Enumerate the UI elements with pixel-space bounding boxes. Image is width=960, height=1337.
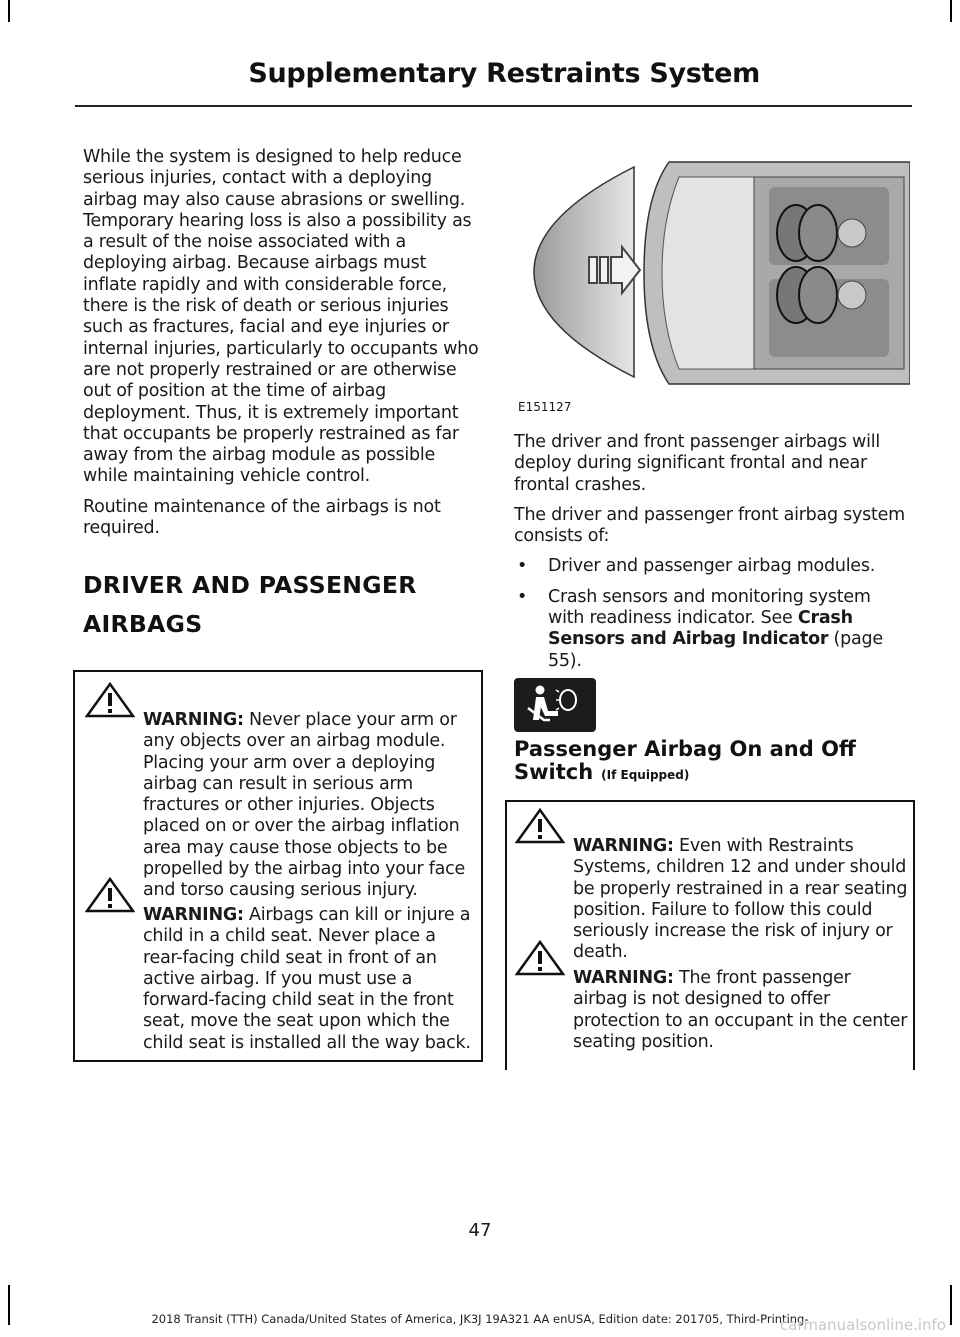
footer-edition-info: 2018 Transit (TTH) Canada/United States of America, JK3J 19A321 AA enUSA, Edition date: 201705, Third-Printing- (151, 1312, 809, 1326)
warning-triangle-icon (85, 877, 135, 913)
crop-mark (950, 0, 952, 22)
warning-text: Airbags can kill or injure a child in a child seat. Never place a rear-facing child seat in front of an active airbag. If you must use a forward-facing child seat in the front seat, move the seat upon which the child seat is installed all the way back. (143, 905, 471, 1053)
warning-triangle-icon (515, 808, 565, 844)
right-column (514, 432, 910, 681)
warning-triangle-icon (515, 940, 565, 976)
list-item-text: Crash sensors and monitoring system with readiness indicator. See (548, 586, 871, 629)
left-column (83, 147, 479, 641)
warning-box-left (73, 670, 483, 1062)
list-item (514, 556, 910, 577)
if-equipped-note: (If Equipped) (601, 768, 690, 782)
warning-children-rear (515, 836, 909, 964)
crop-mark (8, 0, 10, 22)
warning-text: Even with Restraints Systems, children 12 and under should be properly restrained in a rear seating position. Failure to follow this could seriously increase the risk of injury or death. (573, 836, 908, 963)
list-item-text: Driver and passenger airbag modules. (548, 556, 876, 577)
maintenance-paragraph: Routine maintenance of the airbags is not required. (83, 496, 441, 539)
section-heading-line2: AIRBAGS (83, 610, 203, 639)
intro-paragraph: While the system is designed to help reduce serious injuries, contact with a deploying airbag may also cause abrasions or swelling. Temporary hearing loss is also a possibility as a result of the noise associated with a deploying airbag. Because airbags must inflate rapidly and with considerable force, there is the risk of death or serious injuries such as fractures, facial and eye injuries or internal injuries, particularly to occupants who are not properly restrained or are otherwise out of position at the time of airbag deployment. Thus, it is extremely important that occupants be properly restrained as far away from the airbag module as possible while maintaining vehicle control. (83, 147, 479, 487)
page-title: Supplementary Restraints System (248, 58, 760, 89)
warning-box-right (505, 800, 915, 1070)
subsection-heading (514, 738, 914, 787)
warning-center-seat (515, 968, 909, 1053)
section-heading (83, 569, 479, 641)
bullet: • (517, 586, 528, 607)
watermark: carmanualsonline.info (780, 1316, 946, 1334)
warning-label: WARNING: (573, 836, 674, 856)
warning-label: WARNING: (573, 968, 674, 988)
warning-airbag-arm (85, 710, 477, 902)
figure-id: E151127 (518, 400, 572, 414)
page-reference: (page 55). (548, 629, 883, 671)
warning-label: WARNING: (143, 710, 244, 730)
warning-triangle-icon (85, 682, 135, 718)
system-paragraph: The driver and passenger front airbag system consists of: (514, 504, 905, 547)
warning-label: WARNING: (143, 905, 244, 925)
warning-child-seat (85, 905, 477, 1054)
system-components-list (514, 556, 910, 671)
page-number: 47 (468, 1220, 492, 1241)
passenger-airbag-glyph (514, 678, 596, 732)
list-item (514, 587, 910, 672)
cross-reference-link[interactable]: Crash Sensors and Airbag Indicator (548, 608, 853, 650)
header-divider (75, 105, 912, 107)
warning-text: The front passenger airbag is not designed to offer protection to an occupant in the center seating position. (573, 968, 908, 1052)
section-heading-line1: DRIVER AND PASSENGER (83, 571, 417, 600)
vehicle-top-view-airbag-diagram (514, 147, 910, 417)
airbag-deployment-figure (514, 147, 910, 417)
subsection-heading-text: Passenger Airbag On and Off Switch (514, 737, 856, 784)
deploy-paragraph: The driver and front passenger airbags will deploy during significant frontal and near frontal crashes. (514, 432, 880, 495)
passenger-airbag-icon (514, 678, 596, 732)
warning-text: Never place your arm or any objects over an airbag module. Placing your arm over a deploying airbag can result in serious arm fractures or other injuries. Objects placed on or over the airbag inflation area may cause those objects to be propelled by the airbag into your face and torso causing serious injury. (143, 710, 466, 901)
bullet: • (517, 556, 528, 577)
